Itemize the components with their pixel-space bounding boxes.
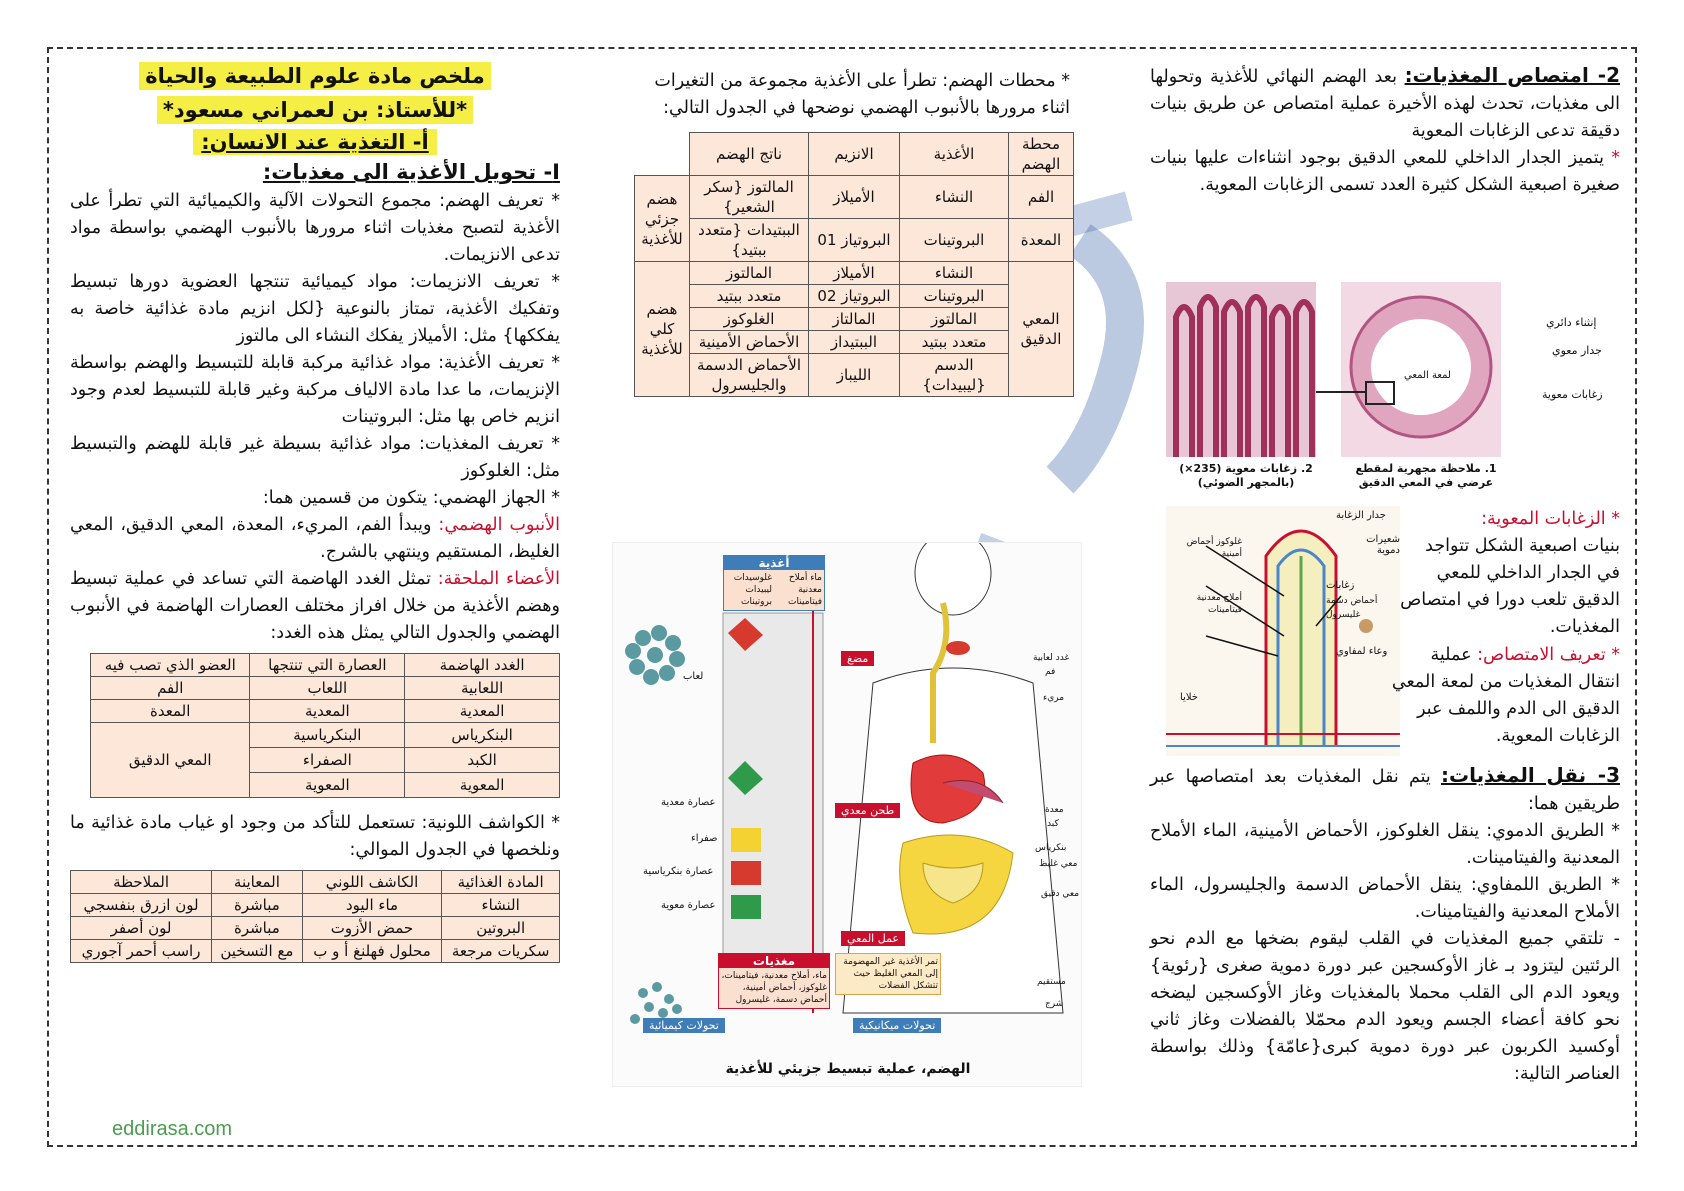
food-box-right: ماء أملاح معدنية فيتامينات [774, 570, 824, 610]
organ-label: شرج [1045, 999, 1064, 1009]
table-row [635, 219, 1074, 262]
digestion-stations-table [634, 132, 1074, 397]
chemical-transform-label: تحولات كيميائية [643, 1018, 725, 1033]
transport-intro [1150, 762, 1620, 818]
digestive-tube-label: الأنبوب الهضمي: [438, 515, 560, 535]
micrograph-images [1166, 282, 1626, 492]
summary-title: ملخص مادة علوم الطبيعة والحياة [139, 62, 491, 90]
digestion-definition: * تعريف الهضم: مجموع التحولات الآلية والكيميائية التي تطرأ على الأغذية لتصبح مغذيات اثناء مرورها بالأنبوب الهضمي بواسطة مواد تدعى الانزيمات. [70, 191, 560, 265]
gastric-juice-label: عصارة معدية [661, 797, 716, 808]
villus-label: شعيرات دموية [1366, 534, 1400, 556]
table-cell: الصفراء [250, 748, 405, 773]
undigested-note: تمر الأغذية غير المهضومة إلى المعي الغليظ حيث تتشكل الفضلات [835, 953, 941, 995]
villus-label: جدار الزغابة [1336, 510, 1386, 521]
table-cell: الببتيداز [809, 331, 900, 354]
foods-definition: * تعريف الأغذية: مواد غذائية مركبة قابلة للتبسيط والهضم بواسطة الإنزيمات، ما عدا مادة الالياف مركبة وغير قابلة للتبسيط لعدم وجود انزيم خاص بها مثل: البروتينات [70, 353, 560, 427]
table-cell: البنكرياس [405, 723, 560, 748]
table-row [635, 331, 1074, 354]
accessory-organs-paragraph [70, 566, 560, 647]
table-cell: الفم [1009, 176, 1074, 219]
table-header: الكاشف اللوني [302, 871, 442, 894]
table-row [71, 940, 560, 963]
intestine-micrograph [1166, 282, 1626, 492]
table-row [635, 262, 1074, 285]
right-column [1150, 62, 1620, 199]
organ-label: معي دقيق [1041, 889, 1080, 899]
table-cell: مع التسخين [212, 940, 303, 963]
organ-label: كبد [1047, 819, 1059, 829]
site-brand[interactable]: eddirasa.com [112, 1118, 233, 1140]
part-a-title: أ- التغذية عند الانسان: [193, 129, 436, 155]
food-box-left: غلوسيدات ليبيدات بروتينات [724, 570, 774, 610]
table-header: المعاينة [212, 871, 303, 894]
villi-definition: بنيات اصبعية الشكل تتواجد في الجدار الداخلي للمعي الدقيق تلعب دورا في امتصاص المغذيات. [1400, 536, 1620, 637]
micro-caption-2: 2. زغابات معوية (235×) (بالمجهر الضوئي) [1179, 462, 1313, 489]
table-cell: متعدد ببتيد [690, 285, 809, 308]
transport-text: يتم نقل المغذيات بعد امتصاصها عبر طريقين هما: [1150, 767, 1620, 814]
table-header: المادة الغذائية [442, 871, 560, 894]
digestive-system-intro: * الجهاز الهضمي: يتكون من قسمين هما: [262, 488, 560, 508]
bile-label: صفراء [691, 833, 718, 844]
section-3-title: 3- نقل المغذيات: [1441, 763, 1620, 787]
organ-label: بنكرياس [1035, 843, 1067, 853]
table-row [635, 285, 1074, 308]
table-header: ناتج الهضم [690, 133, 809, 176]
table-row [635, 354, 1074, 397]
table-cell: المعدة [1009, 219, 1074, 262]
food-box [723, 555, 825, 611]
table-cell: لون ازرق بنفسجي [71, 894, 212, 917]
villi-note-text: يتميز الجدار الداخلي للمعي الدقيق بوجود انثناءات عليها بنيات صغيرة اصبعية الشكل كثيرة العدد تسمى الزغابات المعوية. [1150, 148, 1620, 195]
table-cell: المالتوز [690, 262, 809, 285]
digestion-figure [612, 542, 1082, 1087]
table-cell: مباشرة [212, 894, 303, 917]
organ-label: معي غليظ [1039, 859, 1078, 869]
table-cell: البروتياز 02 [809, 285, 900, 308]
micro-label: جدار معوي [1552, 344, 1602, 357]
nutrients-box-text: ماء، أملاح معدنية، فيتامينات، غلوكوز، أحماض أمينية، أحماض دسمة، غليسرول [719, 968, 829, 1008]
organ-label: غدد لعابية [1033, 653, 1070, 663]
enzymes-definition: * تعريف الانزيمات: مواد كيميائية تنتجها العضوية دورها تبسيط وتفكيك الأغذية، تمتاز بالنوعية {لكل انزيم مادة غذائية خاصة به يفككها} مثل: الأميلاز يفكك النشاء الى مالتوز [70, 272, 560, 346]
table-row [91, 677, 560, 700]
absorption-definition [1390, 642, 1620, 750]
table-cell: البروتينات [900, 219, 1009, 262]
table-cell: محلول فهلنغ أ و ب [302, 940, 442, 963]
table-cell: المعدة [91, 700, 250, 723]
micro-caption-1: 1. ملاحظة مجهرية لمقطع عرضي في المعي الدقيق [1355, 462, 1497, 489]
nutrients-box [718, 953, 830, 1009]
villi-label: * الزغابات المعوية: [1481, 509, 1620, 529]
table-cell: النشاء [442, 894, 560, 917]
villus-label: غلوكوز أحماض أمينية [1186, 537, 1242, 559]
table-header: الملاحظة [71, 871, 212, 894]
table-cell: الكبد [405, 748, 560, 773]
table-row [635, 176, 1074, 219]
table-cell: المالتاز [809, 308, 900, 331]
villus-label: أحماض دسمة [1326, 596, 1378, 606]
table-row [91, 723, 560, 748]
circulation-text: - تلتقي جميع المغذيات في القلب ليقوم بضخها مع الدم نحو الرئتين ليتزود بـ غاز الأوكسجين عبر دورة دموية صغرى {رئوية} ويعود الدم الى القلب محملا بالمغذيات وغاز الأوكسجين ليضخه نحو كافة أعضاء الجسم ويعود الدم محمّلا بالفضلات وغاز ثاني أوكسيد الكربون عبر دورة دموية كبرى{عامّة} وذلك بواسطة العناصر التالية: [1150, 929, 1620, 1084]
pancreatic-juice-label: عصارة بنكرياسية [643, 866, 714, 877]
organ-label: مستقيم [1037, 977, 1066, 987]
table-header [635, 133, 690, 176]
table-cell: الدسم {ليبيدات} [900, 354, 1009, 397]
table-cell: المالتوز [900, 308, 1009, 331]
table-header: العصارة التي تنتجها [250, 654, 405, 677]
villus-label: خلايا [1180, 692, 1198, 703]
reagents-table [70, 870, 560, 963]
intestinal-juice-label: عصارة معوية [661, 900, 716, 911]
author-line: *للأستاذ: بن لعمراني مسعود* [157, 96, 473, 124]
nutrients-definition: * تعريف المغذيات: مواد غذائية بسيطة غير قابلة للهضم والتبسيط مثل: الغلوكوز [70, 434, 560, 481]
table-row [91, 654, 560, 677]
table-cell: البروتينات [900, 285, 1009, 308]
absorption-def-text: عملية انتقال المغذيات من لمعة المعي الدقيق الى الدم واللمف عبر الزغابات المعوية. [1391, 645, 1620, 746]
mechanical-transform-label: تحولات ميكانيكية [853, 1018, 941, 1033]
villi-definition-block [1400, 506, 1620, 641]
villus-label: وعاء لمفاوي [1336, 646, 1388, 657]
table-header: محطة الهضم [1009, 133, 1074, 176]
villus-label: أملاح معدنية فيتامينات [1196, 593, 1242, 615]
table-header: الانزيم [809, 133, 900, 176]
table-cell: ماء اليود [302, 894, 442, 917]
villi-note: * يتميز الجدار الداخلي للمعي الدقيق بوجود انثناءات عليها بنيات صغيرة اصبعية الشكل كثيرة العدد تسمى الزغابات المعوية. [1150, 148, 1620, 195]
table-cell: الأميلاز [809, 176, 900, 219]
table-header: العضو الذي تصب فيه [91, 654, 250, 677]
chew-label: مضغ [841, 651, 874, 666]
villus-diagram [1166, 506, 1400, 756]
organ-label: معدة [1045, 805, 1064, 815]
transport-block [1150, 762, 1620, 1088]
food-box-title: أغذية [724, 556, 824, 570]
micro-label: لمعة المعي [1404, 370, 1451, 381]
table-cell: المعي الدقيق [91, 723, 250, 798]
table-row [91, 700, 560, 723]
table-cell: المعدية [250, 700, 405, 723]
table-cell: الليباز [809, 354, 900, 397]
micro-label: إنثناء دائري [1546, 316, 1597, 329]
absorption-text: بعد الهضم النهائي للأغذية وتحولها الى مغذيات، تحدث لهذه الأخيرة عملية امتصاص عن طريق بنيات دقيقة تدعى الزغابات المعوية [1150, 67, 1620, 141]
table-header: الأغذية [900, 133, 1009, 176]
table-cell: الفم [91, 677, 250, 700]
table-cell: راسب أحمر آجوري [71, 940, 212, 963]
absorption-def-label: * تعريف الامتصاص: [1477, 645, 1620, 665]
organ-label: مريء [1043, 693, 1065, 703]
table-cell: متعدد ببتيد [900, 331, 1009, 354]
saliva-label: لعاب [683, 671, 704, 682]
table-cell: البروتياز 01 [809, 219, 900, 262]
table-cell: اللعابية [405, 677, 560, 700]
stations-intro: * محطات الهضم: تطرأ على الأغذية مجموعة من التغيرات اثناء مرورها بالأنبوب الهضمي نوضحها في الجدول التالي: [654, 71, 1070, 118]
table-cell: النشاء [900, 262, 1009, 285]
table-row [71, 917, 560, 940]
section-1-title: I- تحويل الأغذية الى مغذيات: [262, 160, 560, 184]
glands-table [90, 653, 560, 798]
table-cell: المعوية [250, 773, 405, 798]
table-cell: المعدية [405, 700, 560, 723]
absorption-paragraph [1150, 62, 1620, 145]
digestion-caption: الهضم، عملية تبسيط جزيئي للأغذية [725, 1061, 971, 1077]
table-cell: الأحماض الأمينية [690, 331, 809, 354]
table-cell: سكريات مرجعة [442, 940, 560, 963]
organ-label: فم [1045, 667, 1056, 677]
table-cell: هضم كلي للأغذية [635, 262, 690, 397]
accessory-organs-text: تمثل الغدد الهاضمة التي تساعد في عملية تبسيط وهضم الأغذية من خلال افراز مختلف العصارات الهاضمة في الأنبوب الهضمي والجدول التالي يمثل هذه الغدد: [70, 569, 560, 643]
nutrients-box-title: مغذيات [719, 954, 829, 968]
table-row [71, 871, 560, 894]
table-cell: المعوية [405, 773, 560, 798]
table-cell: المعي الدقيق [1009, 262, 1074, 397]
table-cell: لون أصفر [71, 917, 212, 940]
table-row [635, 133, 1074, 176]
digestive-tube-text: ويبدأ الفم، المريء، المعدة، المعي الدقيق، المعي الغليظ، المستقيم وينتهي بالشرج. [70, 515, 560, 562]
gut-work-label: عمل المعي [841, 931, 905, 946]
table-cell: الأميلاز [809, 262, 900, 285]
section-2-title: 2- امتصاص المغذيات: [1404, 63, 1620, 87]
middle-column [628, 62, 1080, 397]
table-cell: الغلوكوز [690, 308, 809, 331]
micro-label: زغابات معوية [1542, 388, 1603, 401]
absorption-definition-block [1390, 642, 1620, 750]
digestive-tube-paragraph [70, 512, 560, 566]
table-cell: اللعاب [250, 677, 405, 700]
table-cell: مباشرة [212, 917, 303, 940]
reagents-intro: * الكواشف اللونية: تستعمل للتأكد من وجود او غياب مادة غذائية ما ونلخصها في الجدول الموالي: [70, 813, 560, 860]
accessory-organs-label: الأعضاء الملحقة: [437, 569, 560, 589]
table-cell: حمض الأزوت [302, 917, 442, 940]
lymph-path: * الطريق اللمفاوي: ينقل الأحماض الدسمة والجليسرول، الماء الأملاح المعدنية والفيتامينات. [1150, 875, 1620, 922]
table-cell: الأحماض الدسمة والجليسرول [690, 354, 809, 397]
table-header: الغدد الهاضمة [405, 654, 560, 677]
table-row [635, 308, 1074, 331]
table-cell: البنكرياسية [250, 723, 405, 748]
table-cell: البروتين [442, 917, 560, 940]
table-cell: هضم جزئي للأغذية [635, 176, 690, 262]
blood-path: * الطريق الدموي: ينقل الغلوكوز، الأحماض الأمينية، الماء الأملاح المعدنية والفيتامينات. [1150, 821, 1620, 868]
left-column [70, 62, 560, 963]
villus-label: غليسرول [1326, 610, 1361, 620]
table-cell: الببتيدات {متعدد ببتيد} [690, 219, 809, 262]
table-row [71, 894, 560, 917]
table-cell: النشاء [900, 176, 1009, 219]
table-cell: المالتوز {سكر الشعير} [690, 176, 809, 219]
grind-label: طحن معدي [835, 803, 900, 818]
villus-label: زغابات [1326, 580, 1355, 591]
